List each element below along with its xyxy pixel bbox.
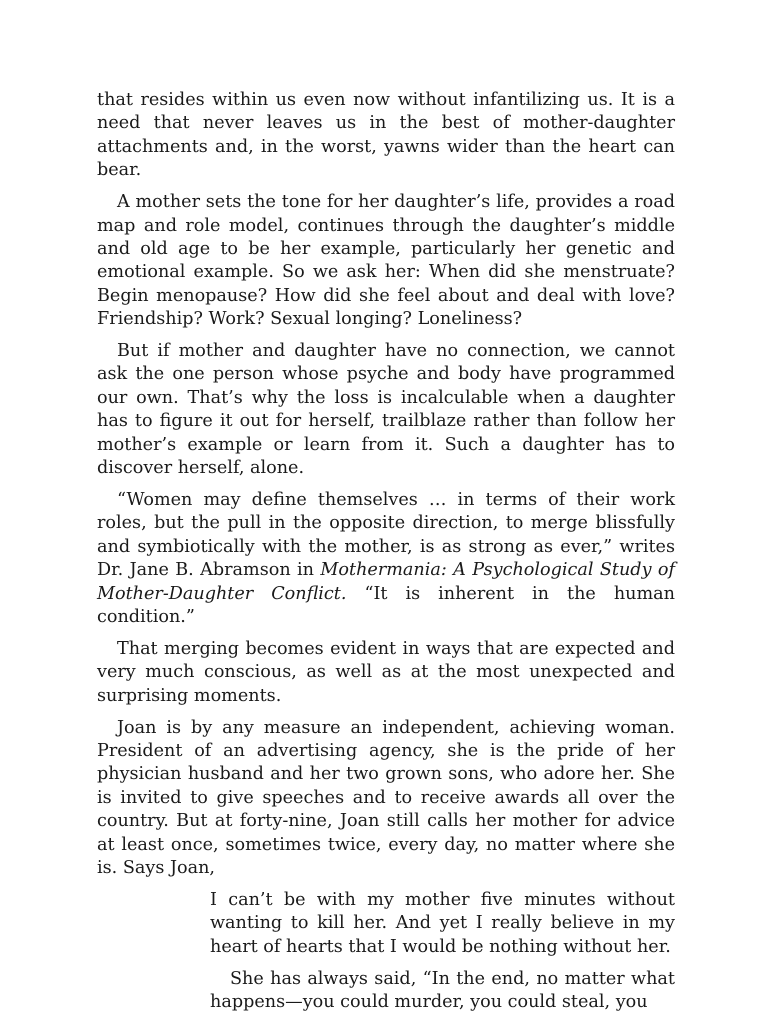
block-quote-paragraph: I can’t be with my mother five minutes without wanting to kill her. And yet I really believe in my heart of hearts that I would be nothing without her.	[210, 890, 675, 957]
paragraph: A mother sets the tone for her daughter’s life, provides a road map and role model, continues through the daughter’s middle and old age to be her example, particularly her genetic and emotional example. So we ask her: When did she menstruate? Begin menopause? How did she feel about and deal with love? Friendship? Work? Sexual longing? Loneliness?	[97, 192, 675, 330]
quote-text-after: “It is inherent in the human condition.”	[97, 583, 675, 628]
quote-text-before: “Women may define themselves … in terms of their work roles, but the pull in the opposite direction, to merge blissfully and symbiotically with the mother, is as strong as ever,” writes Dr. Jane B. Abramson in	[97, 490, 675, 581]
paragraph-quote	[97, 489, 675, 629]
book-title: Mothermania: A Psychological Study of Mother-Daughter Conflict.	[97, 560, 676, 604]
paragraph: that resides within us even now without infantilizing us. It is a need that never leaves us in the best of mother-daughter attachments and, in the worst, yawns wider than the heart can bear.	[97, 90, 675, 181]
block-quote	[210, 889, 675, 1015]
page-body	[97, 89, 675, 1023]
paragraph: Joan is by any measure an independent, achieving woman. President of an advertising agency, she is the pride of her physician husband and her two grown sons, who adore her. She is invited to give speeches and to receive awards all over the country. But at forty-nine, Joan still calls her mother for advice at least once, sometimes twice, every day, no matter where she is. Says Joan,	[97, 717, 675, 879]
paragraph: That merging becomes evident in ways that are expected and very much conscious, as well as at the most unexpected and surprising moments.	[97, 638, 675, 706]
block-quote-paragraph: She has always said, “In the end, no matter what happens—you could murder, you could steal, you	[210, 968, 675, 1013]
paragraph: But if mother and daughter have no connection, we cannot ask the one person whose psyche and body have programmed our own. That’s why the loss is incalculable when a daughter has to figure it out for herself, trailblaze rather than follow her mother’s example or learn from it. Such a daughter has to discover herself, alone.	[97, 341, 675, 479]
